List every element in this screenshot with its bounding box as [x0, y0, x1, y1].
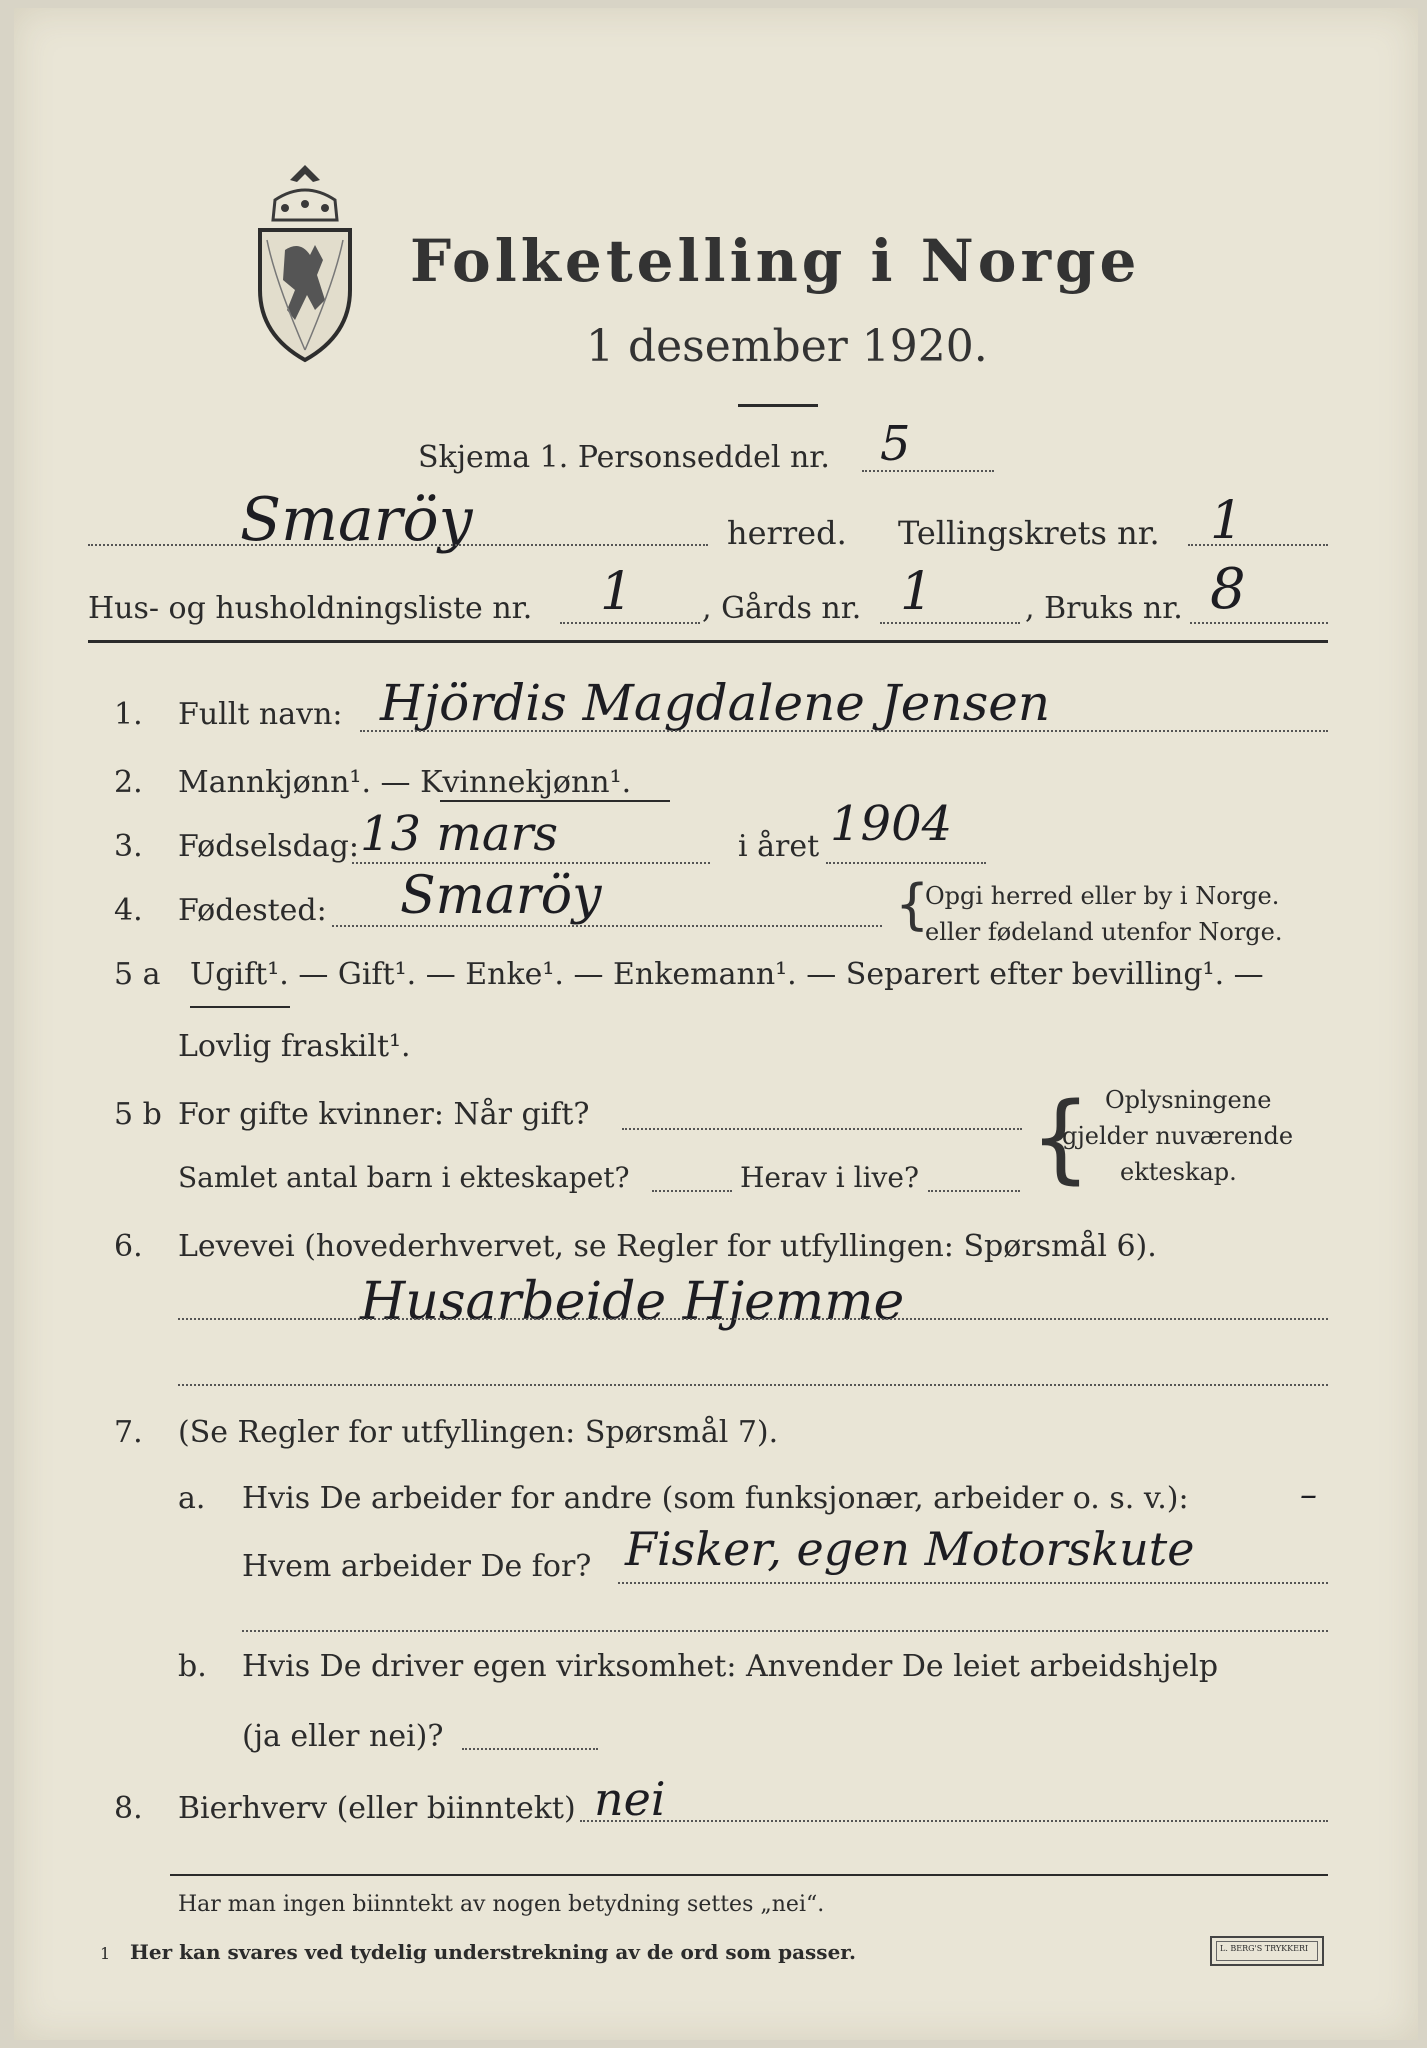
q7-number: 7.: [114, 1415, 143, 1450]
q1-number: 1.: [114, 697, 143, 732]
q5b-number: 5 b: [114, 1097, 162, 1132]
q5b-children-label: Samlet antal barn i ekteskapet?: [178, 1161, 630, 1194]
q5b-note-line1: Oplysningene: [1105, 1086, 1272, 1114]
birth-year-line: [826, 862, 986, 864]
q3-label: Fødselsdag:: [178, 829, 359, 864]
q4-brace: {: [895, 873, 930, 936]
census-date: 1 desember 1920.: [586, 321, 988, 372]
birthplace-line: [332, 925, 882, 927]
printer-stamp: [1210, 1936, 1324, 1966]
birth-year-label: i året: [738, 829, 820, 864]
printer-stamp-text: L. BERG'S TRYKKERI: [1220, 1944, 1309, 1953]
q5b-note-line3: ekteskap.: [1120, 1158, 1237, 1186]
q5a-number: 5 a: [114, 957, 161, 992]
side-income-value[interactable]: nei: [594, 1772, 666, 1826]
gards-value[interactable]: 1: [900, 562, 934, 622]
tellingskrets-value[interactable]: 1: [1210, 491, 1244, 551]
q7a-employer-label: Hvem arbeider De for?: [242, 1549, 592, 1584]
husliste-line: [560, 622, 700, 624]
q7a-dash-mark: –: [1300, 1475, 1317, 1515]
tellingskrets-line: [1188, 544, 1328, 546]
birth-day-value[interactable]: 13 mars: [360, 806, 559, 862]
page-title: Folketelling i Norge: [410, 227, 1141, 295]
q4-number: 4.: [114, 893, 143, 928]
children-count-line: [652, 1190, 732, 1192]
gender-underline: [440, 800, 670, 802]
footer-divider: [170, 1874, 1328, 1876]
ugift-underline: [190, 1006, 290, 1008]
q4-note-line2: eller fødeland utenfor Norge.: [925, 918, 1283, 946]
birthplace-value[interactable]: Smaröy: [400, 866, 602, 926]
side-income-line: [580, 1820, 1328, 1822]
q7b-label: Hvis De driver egen virksomhet: Anvender De leiet arbeidshjelp: [242, 1649, 1219, 1684]
herred-line: [88, 544, 708, 546]
q1-label: Fullt navn:: [178, 697, 343, 732]
q2-number: 2.: [114, 765, 143, 800]
gards-label: , Gårds nr.: [702, 591, 862, 626]
q7a-label: Hvis De arbeider for andre (som funksjonær, arbeider o. s. v.):: [242, 1481, 1189, 1516]
full-name-line: [360, 730, 1328, 732]
q6-number: 6.: [114, 1229, 143, 1264]
q5b-brace: {: [1030, 1082, 1092, 1194]
marital-status-options[interactable]: Ugift¹. — Gift¹. — Enke¹. — Enkemann¹. — Separert efter bevilling¹. —: [190, 957, 1264, 992]
title-divider: [738, 404, 818, 407]
norwegian-coat-of-arms-icon: [245, 160, 365, 370]
hired-help-line: [462, 1748, 598, 1750]
footnote-mark: 1: [100, 1944, 111, 1963]
employer-value[interactable]: Fisker, egen Motorskute: [625, 1522, 1195, 1576]
q7b-number: b.: [178, 1649, 207, 1684]
employer-line: [618, 1582, 1328, 1584]
bruks-line: [1190, 622, 1328, 624]
gards-line: [880, 622, 1020, 624]
skjema-number-line: [862, 470, 994, 472]
birth-year-value[interactable]: 1904: [830, 796, 953, 852]
occupation-value[interactable]: Husarbeide Hjemme: [360, 1272, 905, 1332]
birth-day-line: [352, 862, 710, 864]
husliste-value[interactable]: 1: [600, 562, 634, 622]
q3-number: 3.: [114, 829, 143, 864]
q7a-number: a.: [178, 1481, 206, 1516]
bruks-value[interactable]: 8: [1210, 557, 1246, 622]
husliste-label: Hus- og husholdningsliste nr.: [88, 591, 533, 626]
employer-line-2: [242, 1630, 1328, 1632]
marital-status-options-line2[interactable]: Lovlig fraskilt¹.: [178, 1029, 411, 1064]
occupation-line: [178, 1318, 1328, 1320]
footer-note: Har man ingen biinntekt av nogen betydning settes „nei“.: [178, 1892, 825, 1917]
q5b-note-line2: gjelder nuværende: [1062, 1122, 1294, 1150]
occupation-line-2: [178, 1384, 1328, 1386]
q6-label: Levevei (hovederhvervet, se Regler for utfyllingen: Spørsmål 6).: [178, 1229, 1157, 1264]
header-divider: [88, 640, 1328, 643]
married-when-line: [622, 1128, 1022, 1130]
q7b-label-line2: (ja eller nei)?: [242, 1719, 444, 1754]
q8-label: Bierhverv (eller biinntekt): [178, 1791, 576, 1826]
q4-note-line1: Opgi herred eller by i Norge.: [925, 882, 1280, 910]
q4-label: Fødested:: [178, 893, 327, 928]
children-alive-line: [928, 1190, 1020, 1192]
footnote-text: Her kan svares ved tydelig understrekning av de ord som passer.: [130, 1940, 856, 1964]
skjema-label: Skjema 1. Personseddel nr.: [418, 440, 830, 475]
q8-number: 8.: [114, 1791, 143, 1826]
bruks-label: , Bruks nr.: [1025, 591, 1183, 626]
gender-options[interactable]: Mannkjønn¹. — Kvinnekjønn¹.: [178, 765, 632, 800]
q5b-label: For gifte kvinner: Når gift?: [178, 1097, 590, 1132]
herred-value[interactable]: Smaröy: [240, 485, 473, 555]
tellingskrets-label: Tellingskrets nr.: [898, 514, 1160, 552]
full-name-value[interactable]: Hjördis Magdalene Jensen: [380, 674, 1051, 732]
skjema-number-value[interactable]: 5: [880, 416, 911, 472]
census-form-page: [14, 8, 1418, 2040]
q5b-alive-label: Herav i live?: [740, 1161, 919, 1194]
q7-label: (Se Regler for utfyllingen: Spørsmål 7).: [178, 1415, 779, 1450]
herred-label: herred.: [727, 514, 847, 552]
